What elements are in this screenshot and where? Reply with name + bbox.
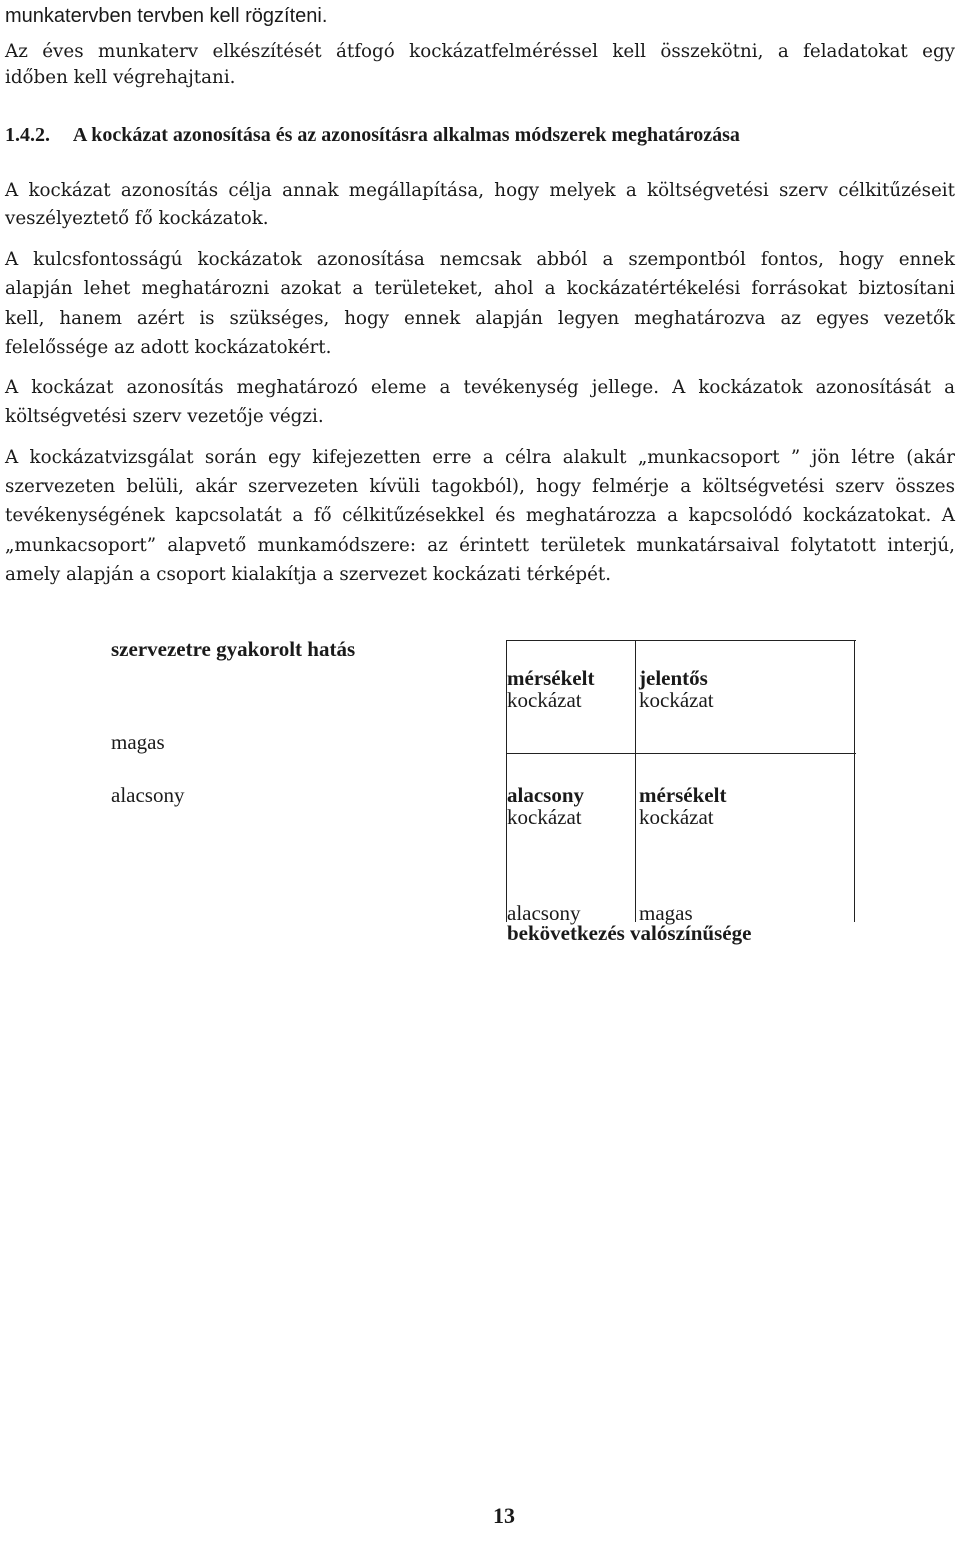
paragraph-4-line-2: szervezeten belüli, akár szervezeten kívüli tagokból), hogy felmérje a költségvetési szerv összes — [5, 476, 955, 497]
matrix-y-title: szervezetre gyakorolt hatás — [111, 637, 356, 661]
cell-title: mérsékelt — [507, 666, 595, 690]
paragraph-2-line-1: A kulcsfontosságú kockázatok azonosítása nemcsak abból a szempontból fontos, hogy ennek — [5, 249, 955, 270]
matrix-top-border — [506, 640, 856, 641]
page-number: 13 — [493, 1503, 515, 1528]
matrix-x-title: bekövetkezés valószínűsége — [507, 921, 752, 945]
paragraph-4-line-3: tevékenységének kapcsolatát a fő célkitűzésekkel és meghatározza a kapcsolódó kockázatokat. A — [5, 505, 955, 526]
matrix-y-high-label: magas — [111, 730, 165, 754]
intro-line-2: Az éves munkaterv elkészítését átfogó kockázatfelméréssel kell összekötni, a feladatokat egy — [5, 41, 955, 62]
paragraph-1-line-2: veszélyeztető fő kockázatok. — [5, 208, 269, 229]
matrix-center-divider — [635, 640, 636, 922]
cell-title: mérsékelt — [639, 783, 727, 807]
section-number: 1.4.2. — [5, 124, 50, 146]
paragraph-2-line-2: alapján lehet meghatározni azokat a területeket, ahol a kockázatértékelési forrásokat biztosítani — [5, 278, 955, 299]
section-title: A kockázat azonosítása és az azonosításra alkalmas módszerek meghatározása — [72, 124, 740, 146]
matrix-cell-moderate-risk-bottom — [639, 784, 726, 828]
matrix-cell-significant-risk — [639, 667, 714, 711]
paragraph-4-line-4: „munkacsoport” alapvető munkamódszere: az érintett területek munkatársaival folytatott interjú, — [5, 535, 955, 556]
cell-title: jelentős — [639, 666, 708, 690]
cell-title: alacsony — [507, 783, 585, 807]
paragraph-3-line-1: A kockázat azonosítás meghatározó eleme a tevékenység jellege. A kockázatok azonosítását a — [5, 377, 955, 398]
matrix-right-border — [854, 640, 855, 922]
paragraph-4-line-1: A kockázatvizsgálat során egy kifejezetten erre a célra alakult „munkacsoport ” jön létre (akár — [5, 447, 955, 468]
matrix-middle-divider — [506, 753, 856, 754]
paragraph-3-line-2: költségvetési szerv vezetője végzi. — [5, 406, 324, 427]
cell-subtitle: kockázat — [639, 805, 714, 829]
paragraph-1-line-1: A kockázat azonosítás célja annak megállapítása, hogy melyek a költségvetési szerv célkitűzéseit — [5, 180, 955, 201]
cell-subtitle: kockázat — [639, 688, 714, 712]
intro-line-3: időben kell végrehajtani. — [5, 67, 236, 88]
matrix-cell-low-risk — [507, 784, 584, 828]
paragraph-2-line-4: felelőssége az adott kockázatokért. — [5, 337, 332, 358]
cell-subtitle: kockázat — [507, 805, 582, 829]
cell-subtitle: kockázat — [507, 688, 582, 712]
matrix-cell-moderate-risk-top — [507, 667, 594, 711]
matrix-x-high-label: magas — [639, 901, 693, 925]
section-heading — [5, 124, 740, 147]
matrix-y-low-label: alacsony — [111, 783, 185, 807]
matrix-x-low-label: alacsony — [507, 901, 581, 925]
paragraph-4-line-5: amely alapján a csoport kialakítja a szervezet kockázati térképét. — [5, 564, 612, 585]
intro-line-1: munkatervben tervben kell rögzíteni. — [5, 5, 328, 27]
paragraph-2-line-3: kell, hanem azért is szükséges, hogy ennek alapján legyen meghatározva az egyes vezetők — [5, 308, 955, 329]
